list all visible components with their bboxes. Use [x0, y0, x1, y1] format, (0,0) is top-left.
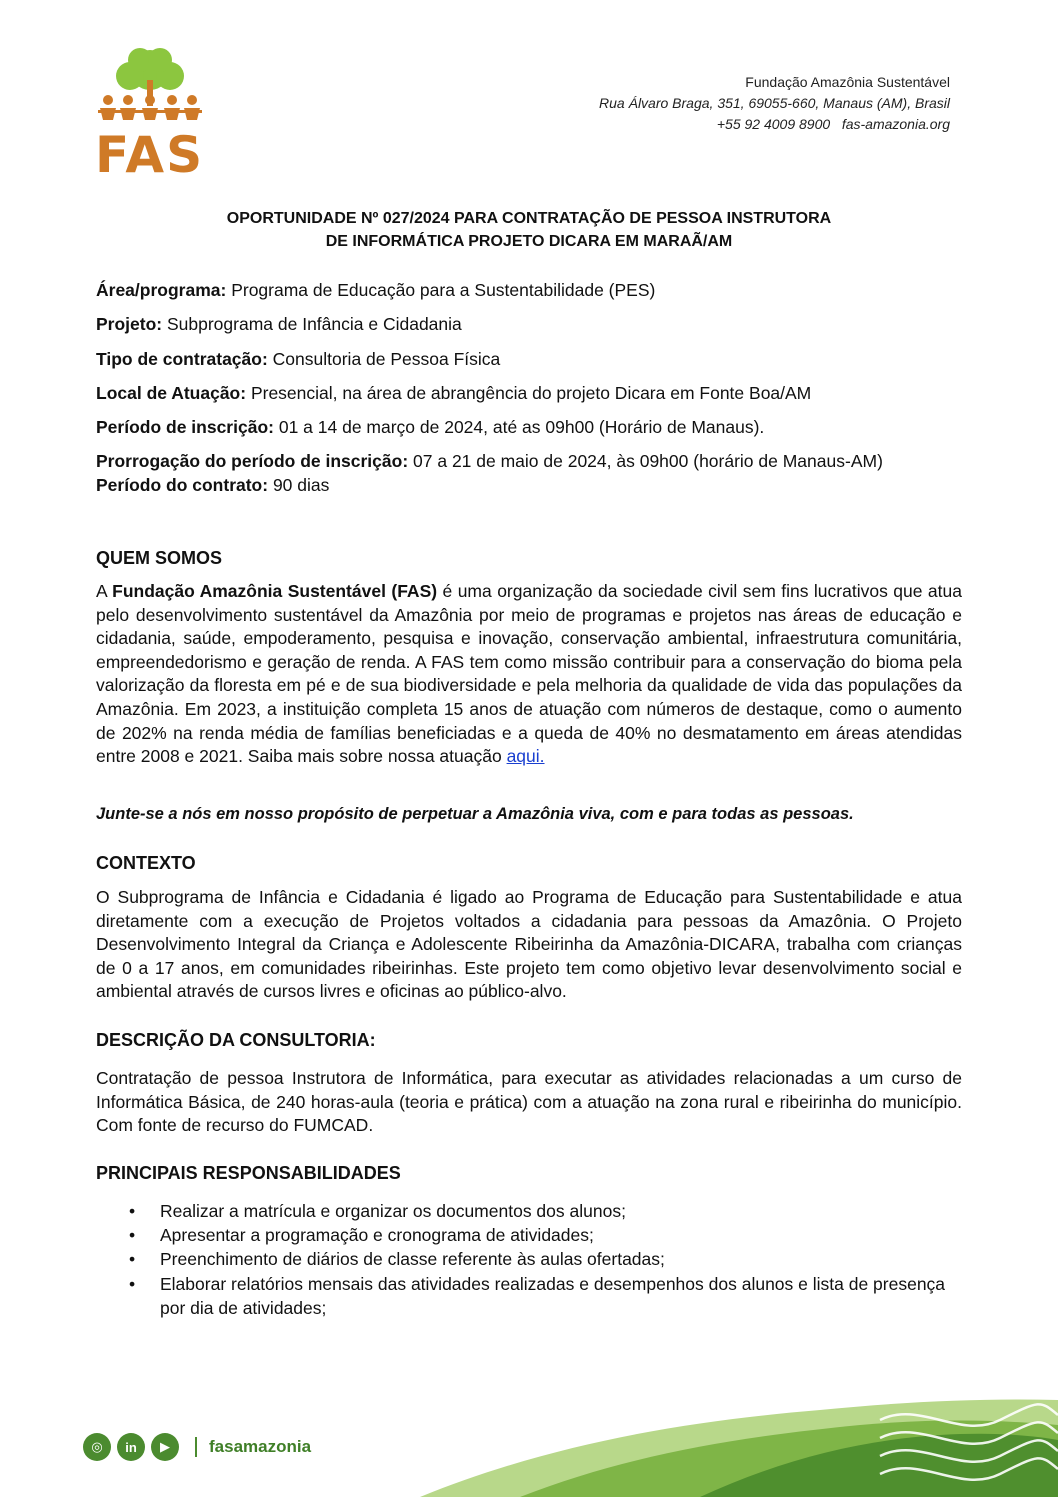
social-handle[interactable]: fasamazonia — [209, 1437, 312, 1456]
section-heading-descricao: DESCRIÇÃO DA CONSULTORIA: — [96, 1030, 376, 1050]
list-item: • Preenchimento de diários de classe referente às aulas ofertadas; — [129, 1249, 665, 1270]
list-item: • Realizar a matrícula e organizar os documentos dos alunos; — [129, 1201, 626, 1221]
social-links — [83, 1432, 311, 1462]
motto: Junte-se a nós em nosso propósito de perpetuar a Amazônia viva, com e para todas as pessoas. — [96, 805, 854, 823]
people-icon — [98, 95, 202, 120]
info-contrato: Período do contrato: 90 dias — [96, 475, 330, 496]
linkedin-icon[interactable]: in — [117, 1433, 145, 1461]
org-address: Rua Álvaro Braga, 351, 69055-660, Manaus (AM), Brasil — [599, 95, 950, 111]
contexto-text: O Subprograma de Infância e Cidadania é ligado ao Programa de Educação para Sustentabilidade e atua diretamente com a execução de Projetos voltados a cidadania para pessoas da Amazônia. O Projeto Desenvolvimento Integral da Criança e Adolescente Ribeirinha da Amazônia-DICARA, trabalha com crianças de 0 a 17 anos, em comunidades ribeirinhas. Este projeto tem como objetivo levar desenvolvimento social e ambiental através de cursos livres e oficinas ao público-alvo. — [96, 887, 962, 1002]
section-heading-quem-somos: QUEM SOMOS — [96, 548, 223, 568]
info-area: Área/programa: Programa de Educação para a Sustentabilidade (PES) — [96, 280, 656, 300]
title-line-1: OPORTUNIDADE Nº 027/2024 PARA CONTRATAÇÃO DE PESSOA INSTRUTORA — [226, 210, 832, 227]
title-line-2: DE INFORMÁTICA PROJETO DICARA EM MARAÃ/AM — [325, 233, 733, 250]
section-heading-contexto: CONTEXTO — [96, 853, 196, 873]
info-inscricao: Período de inscrição: 01 a 14 de março de 2024, até as 09h00 (Horário de Manaus). — [96, 417, 765, 438]
quem-somos-text: A Fundação Amazônia Sustentável (FAS) é uma organização da sociedade civil sem fins lucrativos que atua pelo desenvolvimento sustentável da Amazônia por meio de programas e projetos nas áreas de educação e cidadania, saúde, empoderamento, pesquisa e inovação, conservação ambiental, infraestrutura comunitária, empreendedorismo e geração de renda. A FAS tem como missão contribuir para a conservação do bioma pela valorização da floresta em pé e de sua biodiversidade e pela melhoria da qualidade de vida das populações da Amazônia. Em 2023, a instituição completa 15 anos de atuação com números de destaque, como o aumento de 202% na renda média de famílias beneficiadas e a queda de 40% no desmatamento em áreas atendidas entre 2008 e 2021. Saiba mais sobre nossa atuação aqui. — [96, 581, 962, 767]
info-tipo: Tipo de contratação: Consultoria de Pessoa Física — [96, 348, 501, 369]
list-item: • Apresentar a programação e cronograma de atividades; — [129, 1225, 594, 1246]
section-heading-responsabilidades: PRINCIPAIS RESPONSABILIDADES — [96, 1163, 401, 1183]
saiba-mais-link[interactable]: aqui. — [506, 746, 545, 767]
info-local: Local de Atuação: Presencial, na área de abrangência do projeto Dicara em Fonte Boa/AM — [96, 382, 812, 403]
organization-header — [599, 72, 950, 135]
info-prorrogacao: Prorrogação do período de inscrição: 07 a 21 de maio de 2024, às 09h00 (horário de Manaus-AM) — [96, 451, 883, 472]
info-projeto: Projeto: Subprograma de Infância e Cidadania — [96, 314, 462, 335]
job-info — [96, 278, 976, 497]
org-contact: +55 92 4009 8900 fas-amazonia.org — [716, 116, 950, 132]
list-item: • Elaborar relatórios mensais das atividades realizadas e desempenhos dos alunos e lista de presença por dia de atividades; — [129, 1273, 946, 1318]
youtube-icon[interactable]: ▶ — [151, 1433, 179, 1461]
logo-wordmark: FAS — [95, 126, 205, 184]
responsabilidades-list — [96, 1199, 962, 1320]
descricao-text: Contratação de pessoa Instrutora de Informática, para executar as atividades relacionadas a um curso de Informática Básica, de 240 horas-aula (teoria e prática) com a atuação na zona rural e ribeirinha do município. Com fonte de recurso do FUMCAD. — [96, 1068, 962, 1136]
separator — [195, 1437, 197, 1457]
instagram-icon[interactable]: ◎ — [83, 1433, 111, 1461]
org-name: Fundação Amazônia Sustentável — [745, 74, 950, 90]
document-title — [96, 207, 962, 253]
